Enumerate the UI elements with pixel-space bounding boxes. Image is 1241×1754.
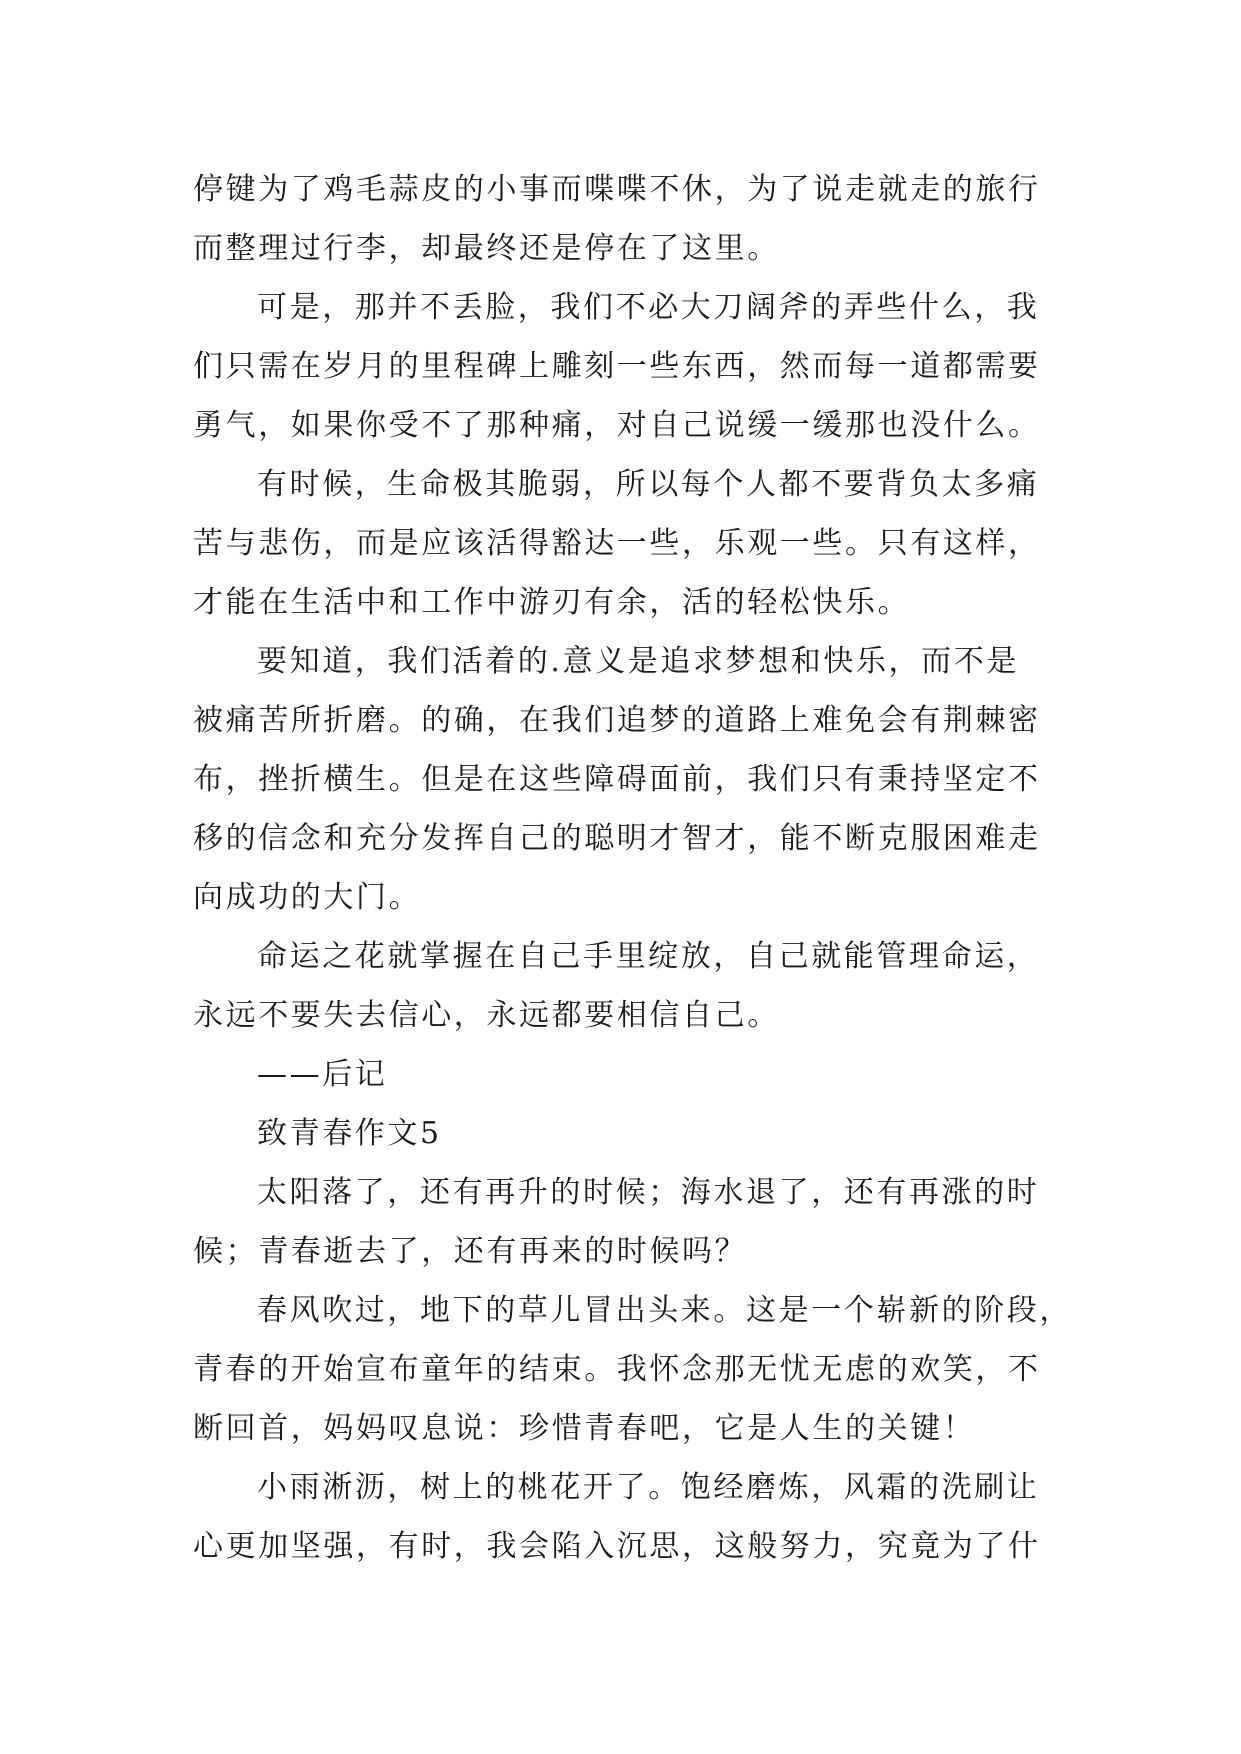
text-line: 青春的开始宣布童年的结束。我怀念那无忧无虑的欢笑，不 — [193, 1352, 1041, 1387]
paragraph — [193, 160, 1073, 278]
text-line: 才能在生活中和工作中游刃有余，活的轻松快乐。 — [193, 585, 911, 620]
text-line: 心更加坚强，有时，我会陷入沉思，这般努力，究竟为了什 — [193, 1529, 1041, 1564]
text-line: 布，挫折横生。但是在这些障碍面前，我们只有秉持坚定不 — [193, 762, 1041, 797]
text-line: 们只需在岁月的里程碑上雕刻一些东西，然而每一道都需要 — [193, 349, 1041, 384]
text-line: ——后记 — [257, 1057, 388, 1092]
text-line: 致青春作文5 — [257, 1116, 442, 1151]
text-line: 春风吹过，地下的草儿冒出头来。这是一个崭新的阶段， — [257, 1293, 1072, 1328]
text-line: 有时候，生命极其脆弱，所以每个人都不要背负太多痛 — [257, 467, 1040, 502]
text-line: 向成功的大门。 — [193, 880, 422, 915]
text-line: 命运之花就掌握在自己手里绽放，自己就能管理命运， — [257, 939, 1040, 974]
paragraph — [193, 1281, 1073, 1458]
paragraph — [193, 278, 1073, 455]
paragraph — [193, 1045, 1073, 1104]
document-body — [193, 160, 1073, 1576]
paragraph — [193, 455, 1073, 632]
text-line: 移的信念和充分发挥自己的聪明才智才，能不断克服困难走 — [193, 821, 1041, 856]
text-line: 太阳落了，还有再升的时候；海水退了，还有再涨的时 — [257, 1175, 1040, 1210]
text-line: 而整理过行李，却最终还是停在了这里。 — [193, 231, 780, 266]
paragraph — [193, 1163, 1073, 1281]
text-line: 要知道，我们活着的.意义是追求梦想和快乐，而不是 — [257, 644, 1019, 679]
text-line: 勇气，如果你受不了那种痛，对自己说缓一缓那也没什么。 — [193, 408, 1041, 443]
paragraph — [193, 1104, 1073, 1163]
text-line: 停键为了鸡毛蒜皮的小事而喋喋不休，为了说走就走的旅行 — [193, 172, 1041, 207]
text-line: 断回首，妈妈叹息说：珍惜青春吧，它是人生的关键！ — [193, 1411, 976, 1446]
text-line: 苦与悲伤，而是应该活得豁达一些，乐观一些。只有这样， — [193, 526, 1041, 561]
paragraph — [193, 632, 1073, 927]
text-line: 被痛苦所折磨。的确，在我们追梦的道路上难免会有荆棘密 — [193, 703, 1041, 738]
paragraph — [193, 927, 1073, 1045]
text-line: 永远不要失去信心，永远都要相信自己。 — [193, 998, 780, 1033]
text-line: 小雨淅沥，树上的桃花开了。饱经磨炼，风霜的洗刷让 — [257, 1470, 1040, 1505]
paragraph — [193, 1458, 1073, 1576]
text-line: 候；青春逝去了，还有再来的时候吗？ — [193, 1234, 748, 1269]
text-line: 可是，那并不丢脸，我们不必大刀阔斧的弄些什么，我 — [257, 290, 1040, 325]
